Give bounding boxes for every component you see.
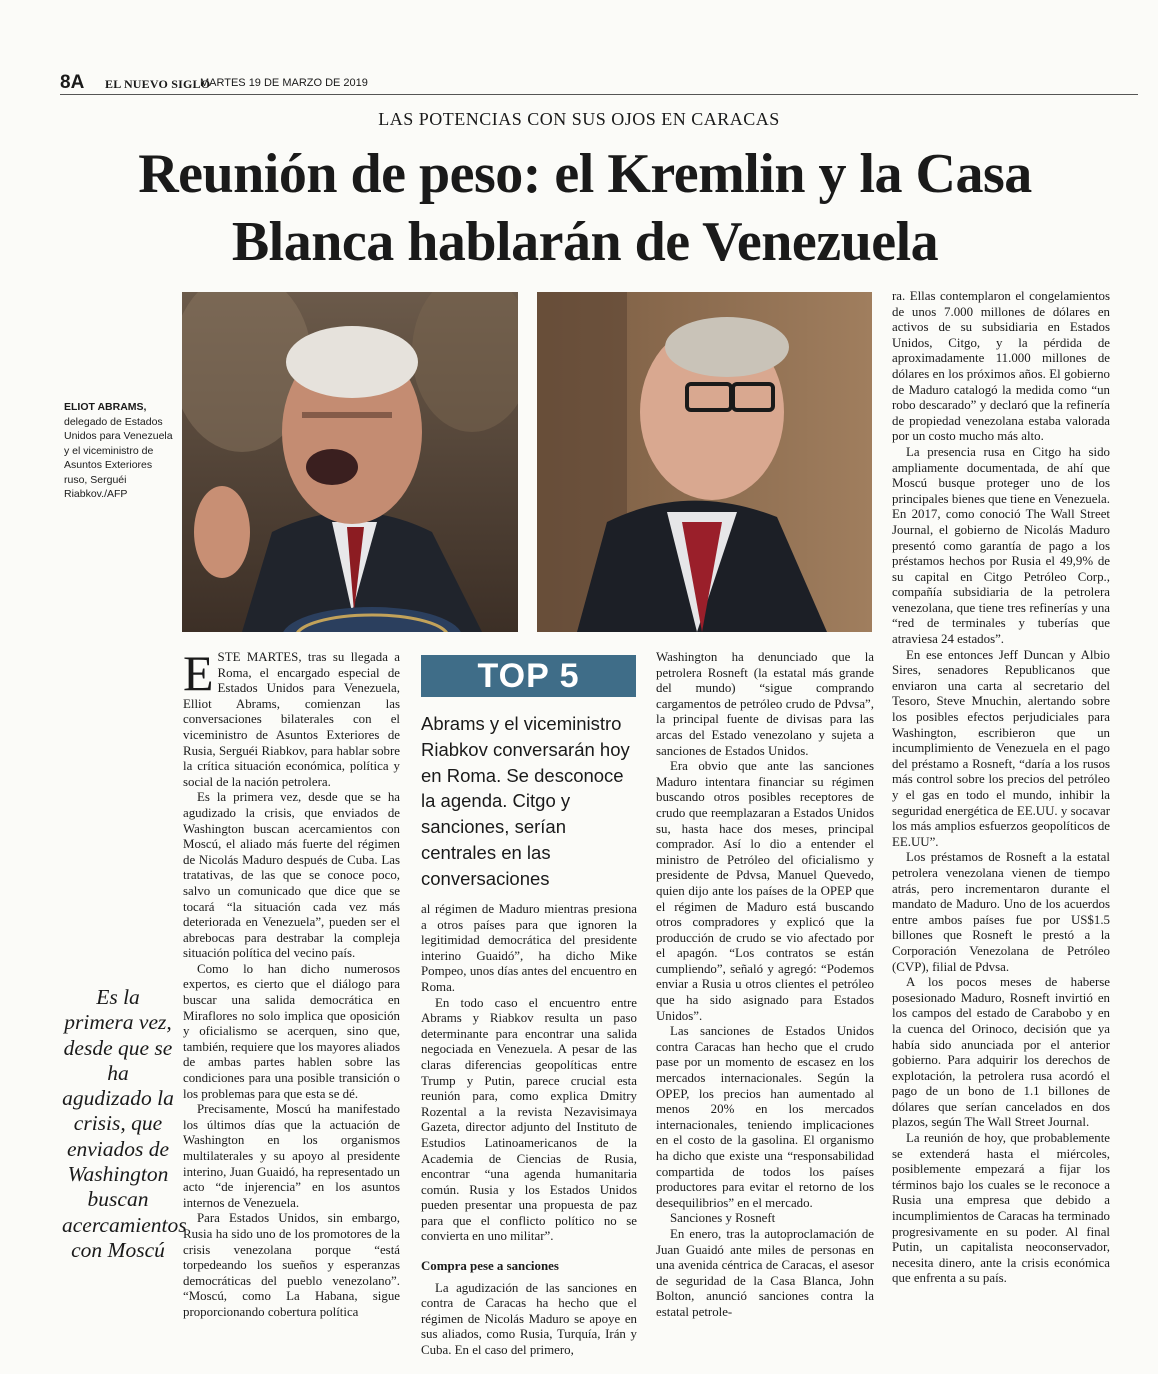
paragraph: al régimen de Maduro mientras presiona a otros países para que ignoren la legitimidad democrática del presidente interino Guaidó”, ha dicho Mike Pompeo, unos días antes del encuentro en Roma. — [421, 902, 637, 994]
newspaper-name: EL NUEVO SIGLO — [105, 77, 211, 91]
drop-cap: E — [183, 645, 214, 701]
caption-text: delegado de Estados Unidos para Venezuela y el viceministro de Asuntos Exteriores ruso, Serguéi Riabkov./AFP — [64, 415, 173, 500]
paragraph: La presencia rusa en Citgo ha sido ampliamente documentada, de ahí que Moscú busque proteger uno de los principales bienes que tiene en Venezuela. En 2017, como conoció The Wall Street Journal, el gobierno de Nicolás Maduro presentó como garantía de pago a los préstamos hechos por Rusia el 49,9% de su capital en Citgo Petróleo Corp., compañía subsidiaria de la petrolera venezolana, que tiene tres refinerías y una “red de terminales y tuberías que atraviesa 24 estados”. — [892, 444, 1110, 647]
photo-abrams — [182, 292, 518, 632]
paragraph: En enero, tras la autoproclamación de Juan Guaidó ante miles de personas en una avenida céntrica de Caracas, el asesor de seguridad de la Casa Blanca, John Bolton, anunció sanciones contra la estatal petrole- — [656, 1226, 874, 1319]
subheading: Compra pese a sanciones — [421, 1259, 559, 1274]
page-header — [60, 74, 1138, 95]
paragraph-text: STE MARTES, tras su llegada a Roma, el encargado especial de Estados Unidos para Venezuela, Elliot Abrams, comienzan las conversaciones bilaterales con el viceministro de Asuntos Exteriores de Rusia, Serguéi Riabkov, para hablar sobre la crítica situación económica, política y social de la nación petrolera. — [183, 650, 400, 789]
kicker: LAS POTENCIAS CON SUS OJOS EN CARACAS — [378, 109, 780, 129]
paragraph: ra. Ellas contemplaron el congelamientos de unos 7.000 millones de dólares en activos de su subsidiaria en Estados Unidos, Citgo, y la pérdida de aproximadamente 11.000 millones de dólares en los próximos años. El gobierno de Maduro catalogó la medida como “un robo descarado” y declaró que la refinería de propiedad venezolana estaba valorada por un costo mucho más alto. — [892, 289, 1110, 444]
paragraph: Era obvio que ante las sanciones Maduro intentara financiar su régimen buscando otros posibles receptores de crudo que reemplazaran a Estados Unidos su, hasta hace dos meses, principal comprador. Así lo dio a entender el ministro de Petróleo del oficialismo y presidente de Pdvsa, Manuel Quevedo, quien dijo ante los países de la OPEP que el régimen de Maduro está buscando otros compradores y explicó que la producción de crudo se vio afectado por el apagón. “Los contratos se están cumpliendo”, señaló y agregó: “Podemos enviar a Rusia u otros clientes el petróleo que ha sido asignado para Estados Unidos”. — [656, 759, 874, 1023]
paragraph: En todo caso el encuentro entre Abrams y Riabkov resulta un paso determinante para encontrar una salida negociada en Venezuela. A pesar de las claras diferencias geopolíticas entre Trump y Putin, parece crucial esta reunión para, como explica Dmitry Rozental a la revista Nezavisimaya Gazeta, director adjunto del Instituto de Estudios Latinoamericanos de la Academia de Ciencias de Rusia, encontrar “una agenda humanitaria común. Rusia y los Estados Unidos pueden presentar una propuesta de paz para que el conflicto político no se convierta en uno militar”. — [421, 995, 637, 1244]
pull-quote: Es la primera vez, desde que se ha agudizado la crisis, que enviados de Washington buscan acercamientos con Moscú — [62, 985, 187, 1262]
top5-badge: TOP 5 — [421, 655, 636, 697]
caption-name: ELIOT ABRAMS, — [64, 401, 147, 413]
paragraph: Washington ha denunciado que la petrolera Rosneft (la estatal más grande del mundo) “sigue comprando cargamentos de petróleo crudo de Pdvsa”, la principal fuente de divisas para las arcas del Estado venezolano y sujeta a sanciones de Estados Unidos. — [656, 650, 874, 758]
article-column-4 — [892, 289, 1110, 1287]
headline: Reunión de peso: el Kremlin y la Casa Blanca hablarán de Venezuela — [138, 143, 1032, 273]
article-column-3 — [656, 650, 874, 1321]
paragraph: Las sanciones de Estados Unidos contra Caracas han hecho que el crudo pase por un momento de escasez en los mercados internacionales. Según la OPEP, los precios han aumentado al menos 20% en los mercados internacionales, teniendo implicaciones en el costo de la gasolina. El organismo ha dicho que existe una “responsabilidad compartida de todos los países productores para evitar el retorno de los desequilibrios” en el mercado. — [656, 1024, 874, 1210]
issue-date: MARTES 19 DE MARZO DE 2019 — [200, 77, 368, 89]
subheading: Sanciones y Rosneft — [670, 1211, 776, 1226]
paragraph: La agudización de las sanciones en contra de Caracas ha hecho que el régimen de Nicolás Maduro se apoye en sus aliados, como Rusia, Turquía, Irán y Cuba. En el caso del primero, — [421, 1280, 637, 1358]
page-number: 8A — [60, 72, 85, 93]
paragraph: Los préstamos de Rosneft a la estatal petrolera venezolana vienen de tiempo atrás, pero incrementaron durante el mandato de Maduro. Uno de los acuerdos entre ambos países fue por US$1.5 billones que Rosneft le prestó a la Corporación Venezolana de Petróleo (CVP), filial de Pdvsa. — [892, 850, 1110, 974]
photo-riabkov — [537, 292, 872, 632]
paragraph: A los pocos meses de haberse posesionado Maduro, Rosneft invirtió en los campos del estado de Carabobo y en la cuenca del Orinoco, decisión que ya había sido anunciada por el anterior gobierno. Para adquirir los derechos de explotación, la petrolera rusa acordó el pago de un bono de 1.1 billones de dólares que serían cancelados en dos plazos, según The Wall Street Journal. — [892, 975, 1110, 1130]
paragraph: Como lo han dicho numerosos expertos, es cierto que el diálogo para buscar una salida democrática en Miraflores no solo implica que oposición y oficialismo se acerquen, sino que, también, requiere que los mayores aliados de ambas partes hablen sobre las condiciones para una posible transición o los problemas para que esta se dé. — [183, 961, 400, 1101]
paragraph: Es la primera vez, desde que se ha agudizado la crisis, que enviados de Washington buscan acercamientos con Moscú, el aliado más fuerte del régimen de Nicolás Maduro después de Cuba. Las tratativas, de las que se conoce poco, salvo un comunicado que dice que se tocará “la situación cada vez más deteriorada en Venezuela”, pueden ser el abrebocas para destrabar la compleja situación política del vecino país. — [183, 790, 400, 961]
photo-caption — [64, 400, 176, 502]
article-column-2 — [421, 902, 637, 1359]
top5-text: Abrams y el viceministro Riabkov conversarán hoy en Roma. Se desconoce la agenda. Citgo y sanciones, serían centrales en las conversaciones — [421, 713, 630, 889]
paragraph: En ese entonces Jeff Duncan y Albio Sires, senadores Republicanos que enviaron una carta al secretario del Tesoro, Steve Mnuchin, alertando sobre los posibles efectos perjudiciales para Washington, escribieron que un incumplimiento de Venezuela en el pago del préstamo a Rosneft, “daría a los rusos más control sobre los precios del petróleo y el gas en todo el mundo, inhibir la seguridad energética de EE.UU. y socavar los más amplios esfuerzos geopolíticos de EE.UU”. — [892, 647, 1110, 849]
paragraph: Precisamente, Moscú ha manifestado los últimos días que la actuación de Washington en los organismos multilaterales y su apoyo al presidente interino, Juan Guaidó, ha representado un acto “de injerencia” en los asuntos internos de Venezuela. — [183, 1102, 400, 1210]
article-column-1 — [183, 645, 400, 1321]
paragraph: La reunión de hoy, que probablemente se extenderá hasta el miércoles, posiblemente empezará a fijar los términos bajo los cuales se le reconoce a Rusia una empresa que debido a incumplimientos de Caracas ha terminado progresivamente en su poder. Al final Putin, un capitalista neoconservador, necesita dinero, ante la crisis económica que enfrenta a su país. — [892, 1131, 1110, 1286]
paragraph — [183, 645, 400, 790]
paragraph: Para Estados Unidos, sin embargo, Rusia ha sido uno de los promotores de la crisis venezolana porque “está torpedeando los sueños y esperanzas democráticas del pueblo venezolano”. “Moscú, como La Habana, sigue proporcionando cobertura política — [183, 1211, 400, 1319]
